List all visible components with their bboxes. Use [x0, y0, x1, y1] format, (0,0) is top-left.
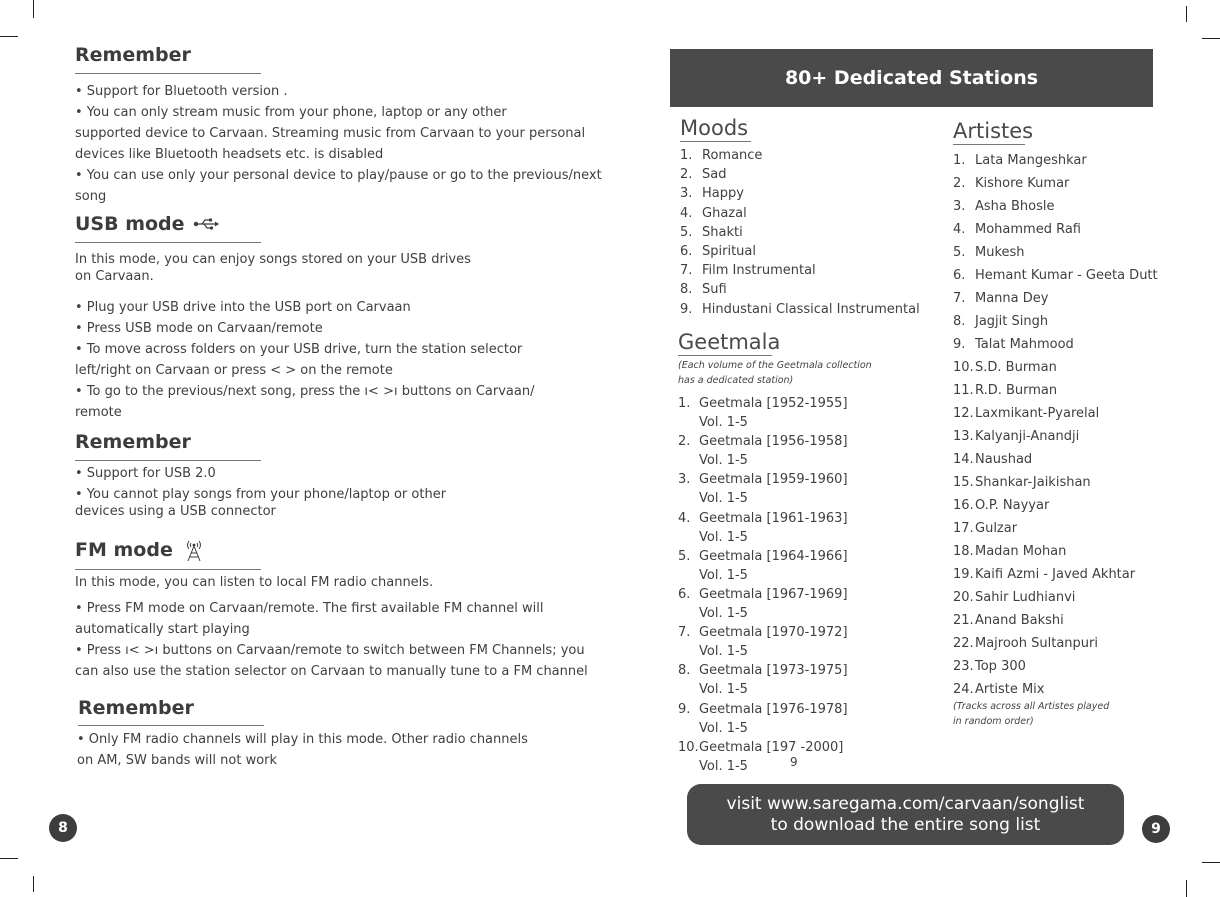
- geetmala-number: 3.: [678, 472, 691, 488]
- artiste-number: 12.: [953, 406, 974, 421]
- stray-mark: 9: [790, 755, 798, 769]
- geetmala-item: [678, 587, 848, 603]
- geetmala-volume: Vol. 1-5: [699, 606, 748, 621]
- artiste-label: Laxmikant-Pyarelal: [975, 406, 1100, 421]
- geetmala-volume: Vol. 1-5: [699, 720, 748, 736]
- mood-item: [680, 263, 816, 279]
- geetmala-label: Geetmala [197 -2000]: [699, 739, 844, 755]
- artiste-label: Artiste Mix: [975, 682, 1045, 697]
- mood-number: 9.: [680, 301, 693, 317]
- fm-intro: In this mode, you can listen to local FM radio channels.: [75, 575, 434, 590]
- geetmala-volume: Vol. 1-5: [699, 415, 748, 430]
- artiste-number: 19.: [953, 567, 974, 582]
- mood-item: [680, 302, 920, 318]
- artiste-number: 17.: [953, 521, 974, 536]
- artiste-item: [953, 590, 1075, 606]
- usb-line: • To move across folders on your USB drive, turn the station selector: [75, 342, 523, 357]
- artistes-title: Artistes: [953, 119, 1034, 143]
- mood-number: 5.: [680, 224, 693, 240]
- artiste-label: Jagjit Singh: [975, 314, 1049, 329]
- geetmala-label: Geetmala [1976-1978]: [699, 701, 848, 717]
- visit-songlist-box: [687, 784, 1124, 845]
- mood-label: Romance: [702, 148, 763, 163]
- mood-label: Film Instrumental: [702, 263, 816, 279]
- fm-line: can also use the station selector on Carvaan to manually tune to a FM channel: [75, 664, 588, 679]
- artiste-number: 18.: [953, 544, 974, 559]
- remember-line: • You can use only your personal device to play/pause or go to the previous/next: [75, 168, 602, 183]
- geetmala-item: [678, 625, 848, 641]
- geetmala-volume: Vol. 1-5: [699, 567, 748, 583]
- artiste-label: Lata Mangeshkar: [975, 153, 1087, 168]
- artiste-number: 23.: [953, 659, 974, 674]
- page-number-badge: 9: [1142, 815, 1170, 843]
- mood-item: [680, 186, 744, 202]
- mood-number: 3.: [680, 186, 693, 202]
- artiste-item: [953, 475, 1091, 491]
- crop-mark: [1202, 862, 1220, 863]
- geetmala-item: [678, 511, 848, 527]
- artiste-number: 20.: [953, 590, 974, 605]
- artiste-item: [953, 291, 1048, 307]
- artiste-number: 14.: [953, 452, 974, 467]
- artiste-item: [953, 544, 1066, 560]
- mood-item: [680, 244, 756, 260]
- artiste-item: [953, 613, 1064, 629]
- artiste-label: S.D. Burman: [975, 360, 1057, 375]
- artiste-item: [953, 383, 1057, 399]
- artiste-label: R.D. Burman: [975, 383, 1058, 398]
- mood-label: Sufi: [702, 282, 727, 298]
- crop-mark: [0, 858, 18, 859]
- usb-line: left/right on Carvaan or press < > on the remote: [75, 363, 393, 378]
- geetmala-number: 2.: [678, 434, 691, 450]
- artiste-number: 13.: [953, 429, 974, 444]
- geetmala-label: Geetmala [1970-1972]: [699, 625, 848, 641]
- artiste-item: [953, 452, 1032, 468]
- artiste-number: 11.: [953, 383, 974, 398]
- remember-heading: Remember: [75, 44, 191, 66]
- artiste-number: 7.: [953, 291, 966, 306]
- artiste-label: Kaifi Azmi - Javed Akhtar: [975, 567, 1136, 582]
- artiste-item: [953, 636, 1098, 652]
- artiste-number: 15.: [953, 475, 974, 490]
- visit-line: to download the entire song list: [770, 814, 1041, 835]
- artiste-label: Naushad: [975, 452, 1033, 467]
- crop-mark: [0, 36, 18, 37]
- artiste-item: [953, 337, 1074, 353]
- artiste-item: [953, 268, 1158, 284]
- section-rule: [678, 355, 772, 356]
- geetmala-volume: Vol. 1-5: [699, 682, 748, 698]
- artiste-item: [953, 153, 1087, 169]
- geetmala-volume: Vol. 1-5: [699, 491, 748, 507]
- geetmala-item: [678, 702, 848, 718]
- geetmala-number: 10.: [678, 739, 699, 755]
- remember-line: on AM, SW bands will not work: [77, 753, 278, 768]
- artiste-label: Gulzar: [975, 521, 1018, 536]
- artiste-number: 2.: [953, 176, 966, 191]
- usb-line: • Press USB mode on Carvaan/remote: [75, 321, 323, 336]
- geetmala-item: [678, 396, 848, 412]
- geetmala-number: 8.: [678, 663, 691, 679]
- artiste-label: Talat Mahmood: [975, 337, 1074, 352]
- artiste-item: [953, 659, 1026, 675]
- mood-label: Happy: [702, 186, 744, 202]
- crop-mark: [33, 876, 34, 892]
- artiste-label: Mohammed Rafi: [975, 222, 1081, 237]
- geetmala-label: Geetmala [1964-1966]: [699, 548, 848, 564]
- geetmala-volume: Vol. 1-5: [699, 453, 748, 469]
- mood-label: Ghazal: [702, 205, 747, 221]
- remember-heading: Remember: [78, 697, 194, 719]
- artiste-item: [953, 521, 1017, 537]
- remember-line: • You cannot play songs from your phone/laptop or other: [75, 487, 447, 502]
- geetmala-label: Geetmala [1952-1955]: [699, 396, 848, 411]
- artiste-item: [953, 199, 1055, 215]
- remember-heading: Remember: [75, 431, 191, 453]
- usb-line: remote: [75, 405, 122, 420]
- usb-mode-heading: [75, 213, 219, 235]
- remember-line: supported device to Carvaan. Streaming music from Carvaan to your personal: [75, 126, 586, 141]
- artiste-item: [953, 360, 1057, 376]
- artiste-label: Kishore Kumar: [975, 176, 1070, 191]
- page-number-badge: 8: [49, 814, 77, 842]
- fm-line: • Press ı< >ı buttons on Carvaan/remote to switch between FM Channels; you: [75, 643, 585, 658]
- remember-line: • You can only stream music from your phone, laptop or any other: [75, 105, 507, 120]
- artiste-label: Madan Mohan: [975, 544, 1067, 559]
- artiste-label: Sahir Ludhianvi: [975, 590, 1076, 605]
- geetmala-volume: Vol. 1-5: [699, 529, 748, 545]
- mood-label: Shakti: [702, 224, 743, 240]
- geetmala-note: (Each volume of the Geetmala collection: [678, 360, 872, 371]
- mood-item: [680, 282, 727, 298]
- geetmala-volume: Vol. 1-5: [699, 758, 748, 774]
- remember-line: • Support for Bluetooth version .: [75, 84, 288, 99]
- artistes-note: (Tracks across all Artistes played: [953, 701, 1110, 712]
- geetmala-label: Geetmala [1961-1963]: [699, 510, 848, 526]
- geetmala-item: [678, 549, 848, 565]
- remember-line: • Support for USB 2.0: [75, 466, 216, 481]
- mood-number: 7.: [680, 263, 693, 279]
- artiste-number: 3.: [953, 199, 966, 214]
- artiste-label: Hemant Kumar - Geeta Dutt: [975, 268, 1158, 283]
- geetmala-number: 6.: [678, 587, 691, 602]
- artiste-item: [953, 406, 1099, 422]
- artiste-label: Kalyanji-Anandji: [975, 429, 1080, 444]
- section-rule: [953, 144, 1025, 145]
- geetmala-number: 9.: [678, 701, 691, 717]
- artiste-item: [953, 498, 1049, 514]
- mood-item: [680, 225, 743, 241]
- mood-number: 8.: [680, 282, 693, 298]
- moods-title: Moods: [680, 116, 749, 140]
- artiste-label: Manna Dey: [975, 291, 1049, 306]
- usb-intro: In this mode, you can enjoy songs stored on your USB drives: [75, 252, 471, 267]
- mood-item: [680, 206, 747, 222]
- geetmala-number: 4.: [678, 510, 691, 526]
- artiste-label: Majrooh Sultanpuri: [975, 636, 1098, 651]
- mood-label: Sad: [702, 167, 727, 183]
- artiste-number: 4.: [953, 222, 966, 237]
- mood-number: 1.: [680, 148, 693, 163]
- artiste-item: [953, 429, 1079, 445]
- geetmala-label: Geetmala [1967-1969]: [699, 587, 848, 602]
- remember-line: devices using a USB connector: [75, 504, 276, 519]
- visit-line: visit www.saregama.com/carvaan/songlist: [726, 793, 1085, 814]
- section-rule: [680, 141, 751, 142]
- artiste-number: 10.: [953, 360, 974, 375]
- crop-mark: [1186, 6, 1187, 22]
- artiste-label: O.P. Nayyar: [975, 498, 1050, 513]
- geetmala-label: Geetmala [1956-1958]: [699, 434, 848, 450]
- geetmala-item: [678, 434, 848, 450]
- geetmala-item: [678, 663, 848, 679]
- mood-item: [680, 167, 726, 183]
- heading-rule: [75, 73, 261, 74]
- remember-line: song: [75, 189, 107, 204]
- mood-number: 2.: [680, 167, 693, 183]
- usb-line: • Plug your USB drive into the USB port on Carvaan: [75, 300, 411, 315]
- artiste-item: [953, 682, 1044, 698]
- usb-icon: [193, 217, 219, 231]
- artiste-label: Top 300: [975, 659, 1026, 674]
- artiste-number: 9.: [953, 337, 966, 352]
- artiste-label: Shankar-Jaikishan: [975, 475, 1091, 490]
- antenna-icon: [183, 538, 205, 562]
- remember-line: devices like Bluetooth headsets etc. is disabled: [75, 147, 384, 162]
- heading-rule: [75, 242, 261, 243]
- fm-line: automatically start playing: [75, 622, 250, 637]
- fm-mode-heading: [75, 538, 205, 562]
- geetmala-title: Geetmala: [678, 330, 781, 354]
- artiste-item: [953, 222, 1081, 238]
- artistes-note: in random order): [953, 716, 1034, 727]
- mood-label: Hindustani Classical Instrumental: [702, 301, 920, 317]
- artiste-number: 24.: [953, 682, 974, 697]
- stations-banner: 80+ Dedicated Stations: [670, 49, 1153, 107]
- mood-item: [680, 148, 762, 164]
- artiste-item: [953, 176, 1069, 192]
- heading-rule: [78, 725, 264, 726]
- usb-mode-title: USB mode: [75, 213, 185, 235]
- artiste-number: 16.: [953, 498, 974, 513]
- artiste-number: 21.: [953, 613, 974, 628]
- artiste-number: 8.: [953, 314, 966, 329]
- remember-line: • Only FM radio channels will play in this mode. Other radio channels: [77, 732, 528, 747]
- geetmala-number: 5.: [678, 548, 691, 564]
- artiste-number: 22.: [953, 636, 974, 651]
- geetmala-volume: Vol. 1-5: [699, 644, 748, 660]
- artiste-number: 1.: [953, 153, 966, 168]
- fm-line: • Press FM mode on Carvaan/remote. The first available FM channel will: [75, 601, 544, 616]
- heading-rule: [75, 569, 261, 570]
- artiste-number: 6.: [953, 268, 966, 283]
- crop-mark: [33, 0, 34, 18]
- artiste-label: Anand Bakshi: [975, 613, 1064, 628]
- artiste-label: Asha Bhosle: [975, 199, 1055, 214]
- geetmala-item: [678, 740, 843, 756]
- geetmala-label: Geetmala [1973-1975]: [699, 663, 848, 679]
- artiste-item: [953, 314, 1048, 330]
- usb-line: • To go to the previous/next song, press the ı< >ı buttons on Carvaan/: [75, 384, 535, 399]
- mood-number: 4.: [680, 205, 693, 221]
- crop-mark: [1186, 880, 1187, 897]
- artiste-item: [953, 567, 1135, 583]
- artiste-item: [953, 245, 1025, 261]
- geetmala-item: [678, 472, 848, 488]
- crop-mark: [1202, 38, 1220, 39]
- mood-label: Spiritual: [702, 244, 756, 259]
- artiste-label: Mukesh: [975, 245, 1025, 260]
- usb-intro: on Carvaan.: [75, 269, 154, 284]
- mood-number: 6.: [680, 244, 693, 259]
- geetmala-number: 7.: [678, 625, 691, 641]
- geetmala-number: 1.: [678, 396, 691, 411]
- artiste-number: 5.: [953, 245, 966, 260]
- fm-mode-title: FM mode: [75, 539, 173, 561]
- heading-rule: [75, 460, 261, 461]
- geetmala-label: Geetmala [1959-1960]: [699, 472, 848, 488]
- geetmala-note: has a dedicated station): [678, 375, 794, 386]
